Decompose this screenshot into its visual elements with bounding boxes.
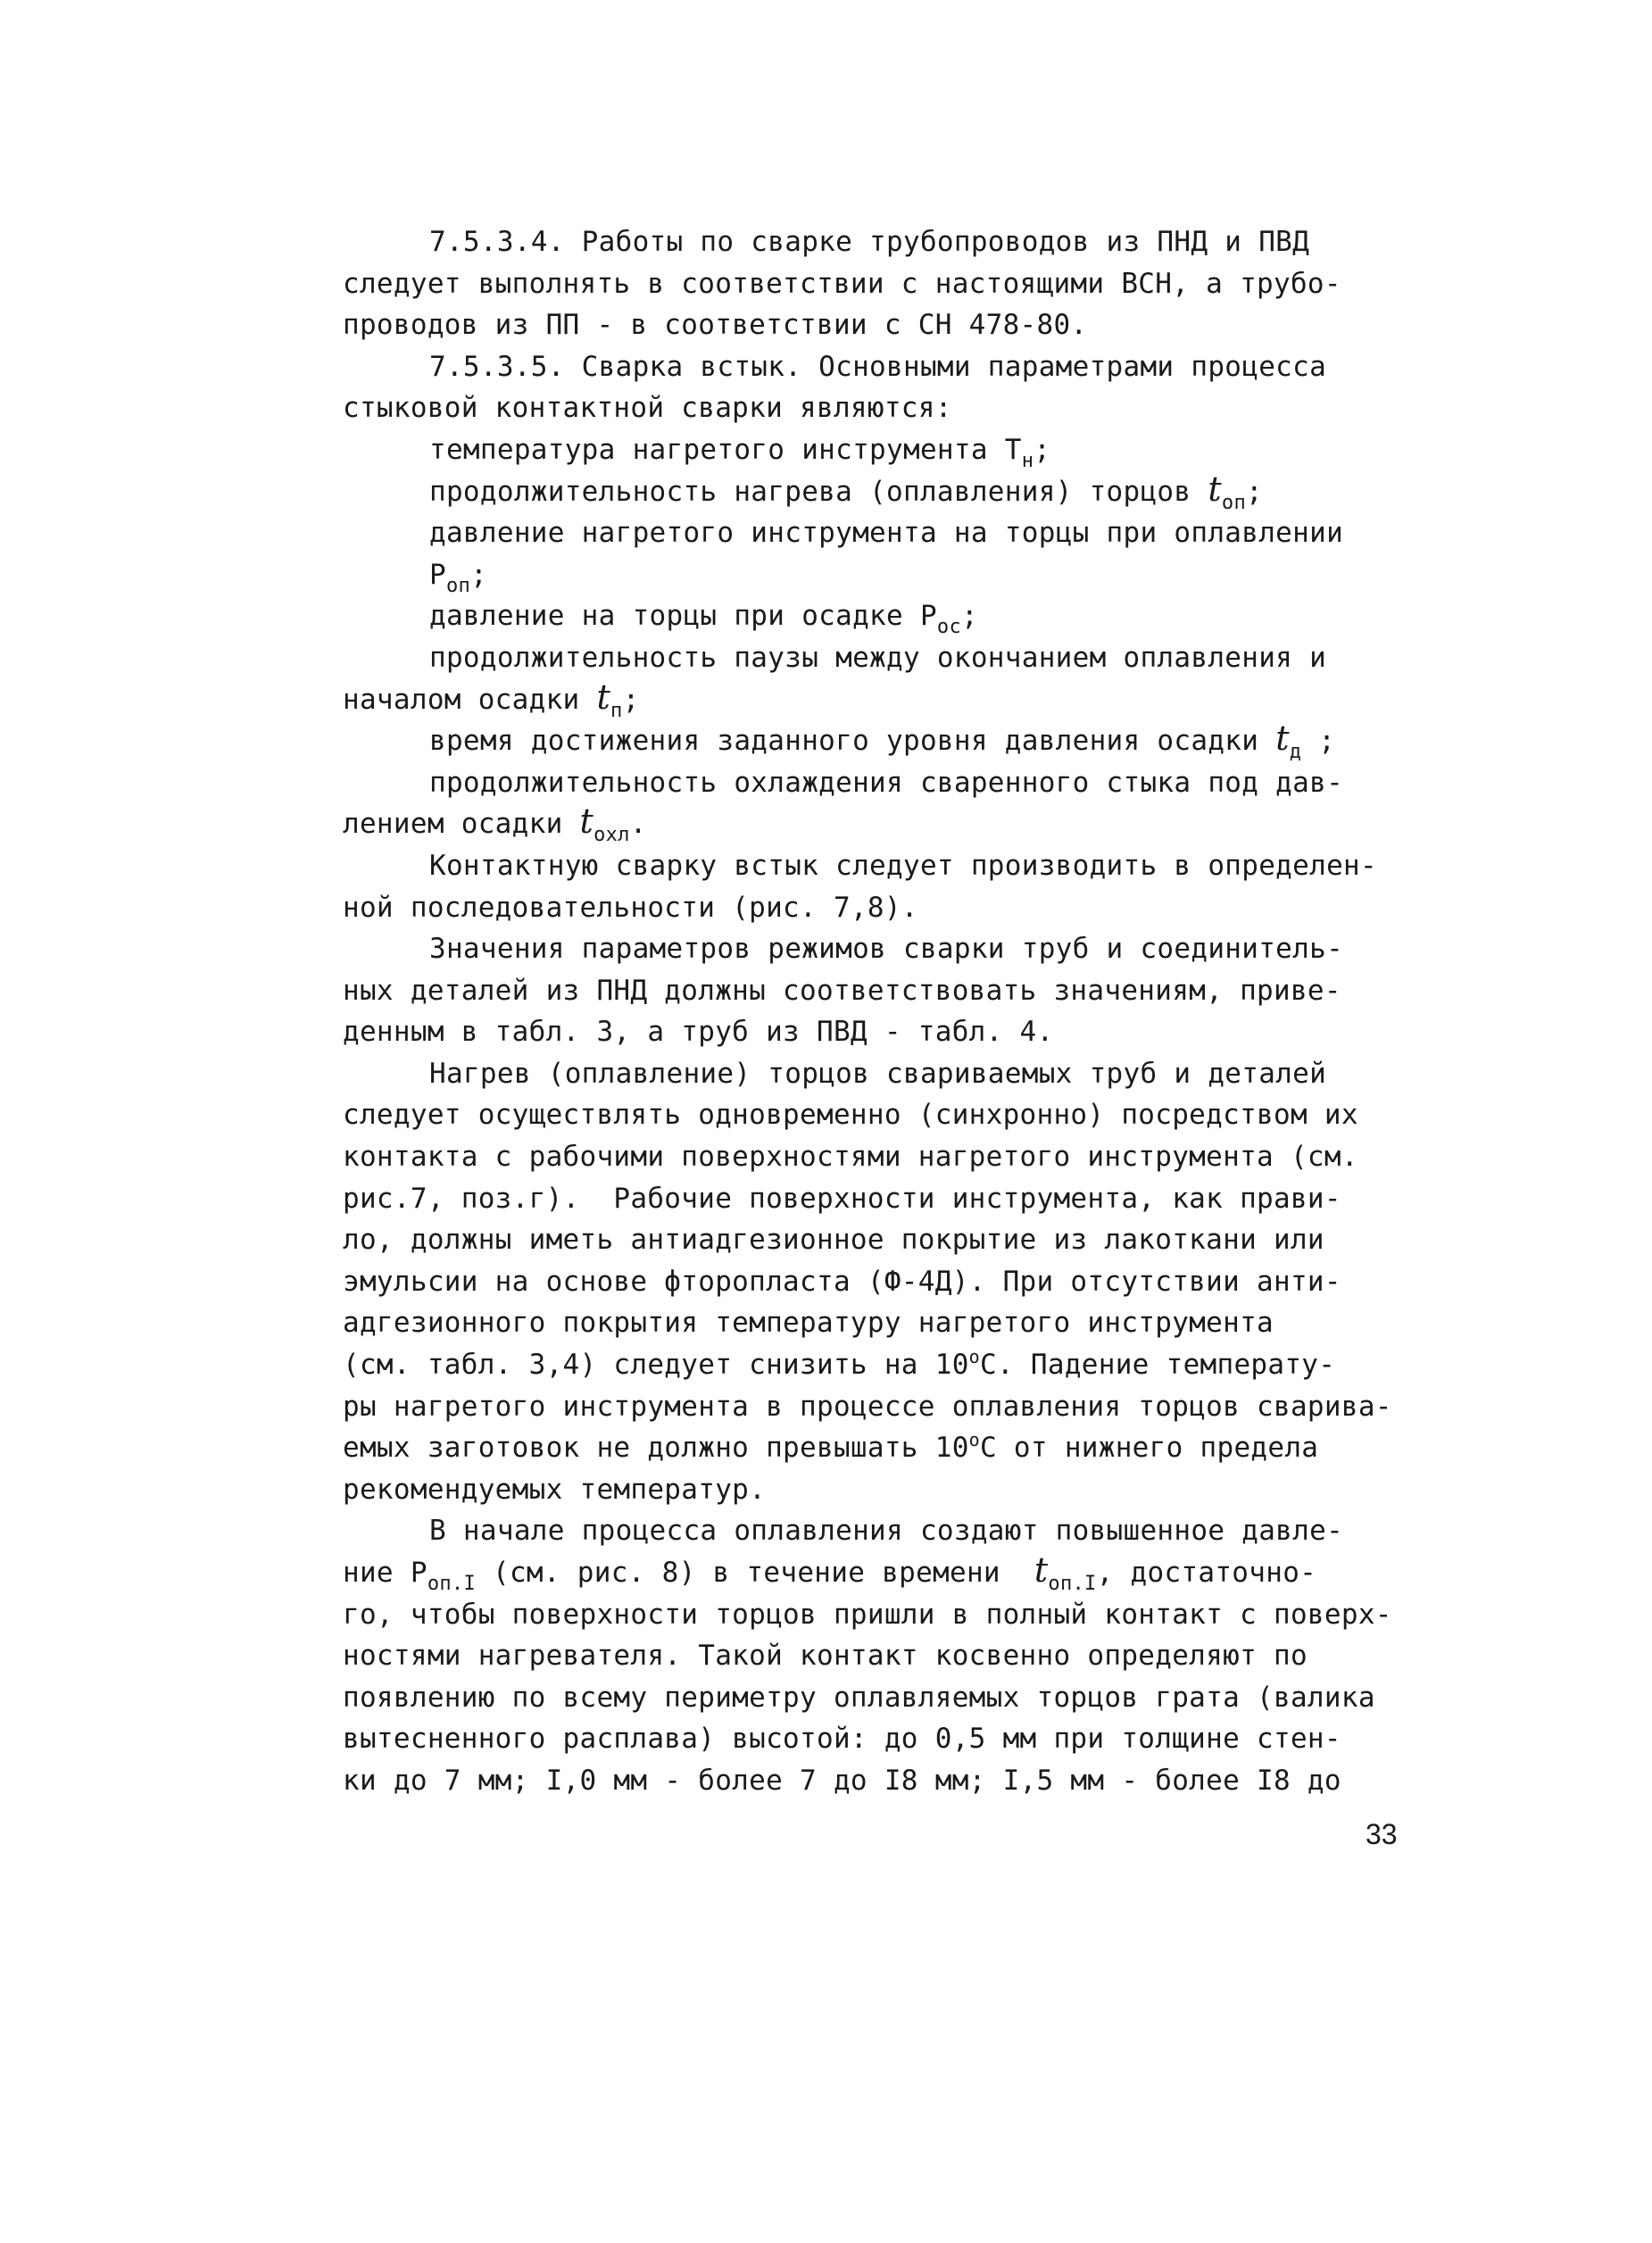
body-text [343,221,1414,1802]
text-line: го, чтобы поверхности торцов пришли в полный контакт с поверх- [343,1598,1392,1631]
text-line: Нагрев (оплавление) торцов свариваемых труб и деталей [429,1057,1327,1090]
text-line: давление на торцы при осадке $Р_{ос}$; [429,600,978,639]
subscript: оп [445,574,471,597]
text-line: емых заготовок не должно превышать $10^оС$ от нижнего предела [343,1429,1319,1465]
time-symbol: t [1034,1550,1049,1590]
text-line: адгезионного покрытия температуру нагретого инструмента [343,1307,1274,1340]
text-line: время достижения заданного уровня давления осадки $t_д$ ; [429,719,1336,764]
text-line: лением осадки $t_{охл}$. [343,802,647,847]
text-line: Контактную сварку встык следует производить в определен- [429,849,1377,882]
text-line: продолжительность нагрева (оплавления) торцов $t_{оп}$; [429,469,1263,514]
text-line: ных деталей из ПНД должны соответствовать значениям, приве- [343,974,1341,1007]
text-line: ло, должны иметь антиадгезионное покрытие из лакоткани или [343,1224,1324,1257]
subscript: оп.I [1048,1573,1097,1595]
text-line: следует осуществлять одновременно (синхронно) посредством их [343,1099,1358,1132]
subscript: оп [1221,491,1246,514]
text-line: 7.5.3.4. Работы по сварке трубопроводов из ПНД и ПВД [429,226,1310,258]
text-line: температура нагретого инструмента $Т_н$; [429,433,1051,472]
text-line: проводов из ПП - в соответствии с СН 478-80. [343,309,1088,342]
time-symbol: t [596,677,611,717]
text-line: В начале процесса оплавления создают повышенное давле- [429,1515,1344,1548]
text-line: $Р_{оп}$; [429,558,488,597]
text-line: стыковой контактной сварки являются: [343,392,952,425]
subscript: п [610,699,623,722]
text-line: контакта с рабочими поверхностями нагретого инструмента (см. [343,1141,1358,1174]
time-symbol: t [1275,719,1290,759]
text-line: ры нагретого инструмента в процессе оплавления торцов сварива- [343,1390,1392,1423]
subscript: оп.I [427,1573,477,1595]
text-line: эмульсии на основе фторопласта (Ф-4Д). При отсутствии анти- [343,1265,1341,1298]
text-line: рис.7, поз.г). Рабочие поверхности инструмента, как прави- [343,1182,1341,1215]
time-symbol: t [1208,469,1222,509]
subscript: охл [594,824,630,847]
text-line: 7.5.3.5. Сварка встык. Основными параметрами процесса [429,350,1327,383]
text-line: началом осадки $t_п$; [343,677,640,722]
subscript: н [1021,449,1034,472]
text-line: давление нагретого инструмента на торцы при оплавлении [429,517,1344,550]
text-line: Значения параметров режимов сварки труб и соединитель- [429,933,1344,966]
time-symbol: t [579,802,594,842]
text-line: продолжительность паузы между окончанием оплавления и [429,641,1327,674]
superscript: о [968,1429,980,1451]
text-line: ной последовательности (рис. 7,8). [343,891,918,924]
text-line: ние $Р_{оп.I}$ (см. рис. 8) в течение времени $t_{оп.I}$, достаточно- [343,1550,1317,1595]
text-line: продолжительность охлаждения сваренного стыка под дав- [429,766,1344,799]
text-line: появлению по всему периметру оплавляемых торцов грата (валика [343,1681,1375,1714]
text-line: рекомендуемых температур. [343,1473,767,1506]
subscript: ос [936,616,962,639]
text-line: денным в табл. 3, а труб из ПВД - табл. 4. [343,1016,1054,1049]
subscript: д [1289,741,1302,764]
text-line: ки до 7 мм; I,0 мм - более 7 до I8 мм; I,5 мм - более I8 до [343,1764,1341,1797]
text-line: ностями нагревателя. Такой контакт косвенно определяют по [343,1640,1307,1673]
text-line: вытесненного расплава) высотой: до 0,5 мм при толщине стен- [343,1723,1341,1756]
page-number: 33 [1366,1818,1398,1850]
text-line: (см. табл. 3,4) следует снизить на $10^оС$. Падение температу- [343,1346,1336,1382]
superscript: о [968,1346,980,1368]
text-line: следует выполнять в соответствии с настоящими ВСН, а трубо- [343,267,1341,300]
